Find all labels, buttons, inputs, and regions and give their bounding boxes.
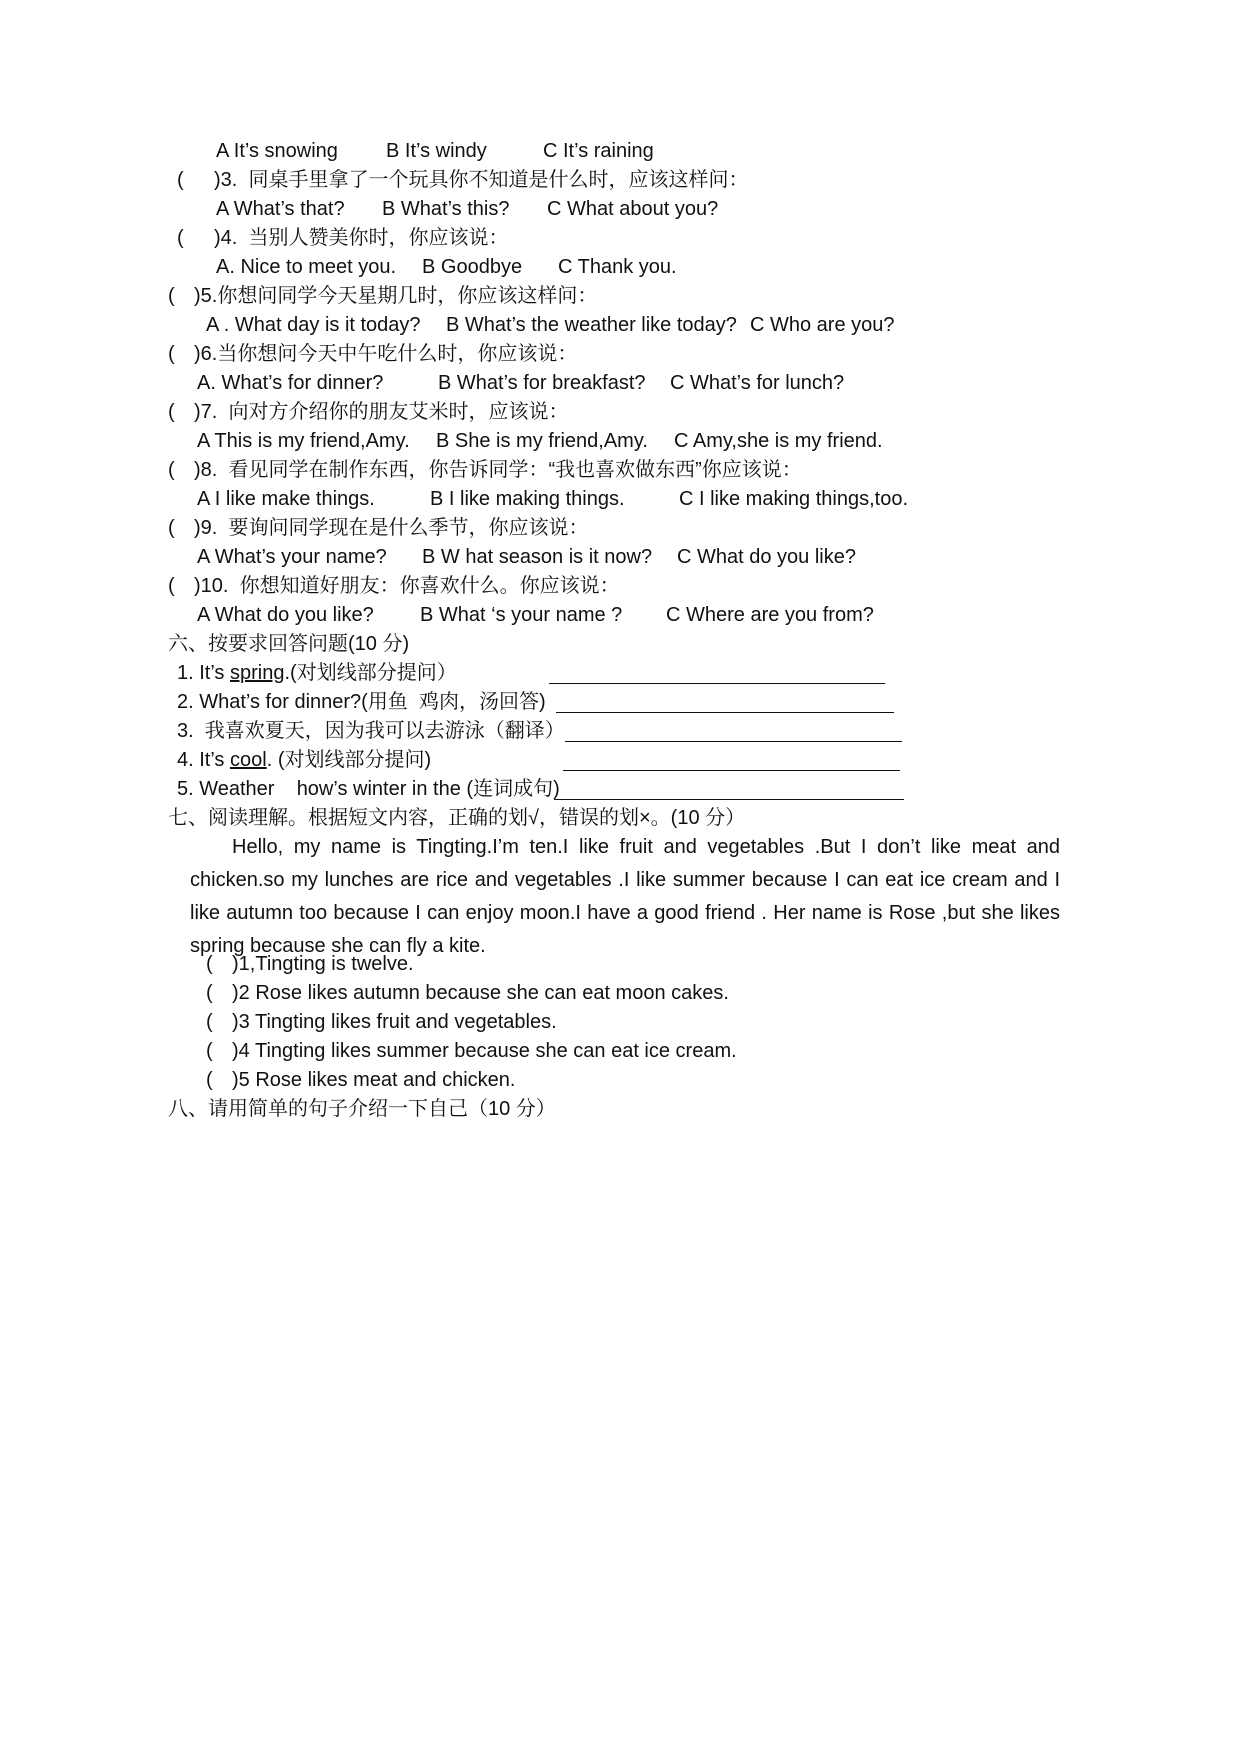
s6-q1-underlined-word: spring	[230, 662, 285, 684]
q8-answer-paren[interactable]: (	[168, 459, 175, 481]
q4-option-c: C Thank you.	[558, 256, 677, 278]
s6-q4-underlined-word: cool	[230, 749, 267, 771]
q10-answer-paren[interactable]: (	[168, 575, 175, 597]
q8-option-c: C I like making things,too.	[679, 488, 908, 510]
s7-item2-paren[interactable]: (	[206, 982, 213, 1004]
q5-option-a: A . What day is it today?	[206, 314, 421, 336]
s6-q3-answer-line[interactable]	[565, 741, 902, 742]
q2-option-a: A It’s snowing	[216, 140, 338, 162]
s7-item3-text: )3 Tingting likes fruit and vegetables.	[232, 1011, 557, 1033]
q6-option-b: B What’s for breakfast?	[438, 372, 646, 394]
q4-option-b: B Goodbye	[422, 256, 523, 278]
q8-stem: )8. 看见同学在制作东西，你告诉同学：“我也喜欢做东西”你应该说：	[194, 459, 802, 481]
q4-answer-paren[interactable]: (	[177, 227, 184, 249]
q9-option-c: C What do you like?	[677, 546, 856, 568]
q5-answer-paren[interactable]: (	[168, 285, 175, 307]
s7-item2-text: )2 Rose likes autumn because she can eat moon cakes.	[232, 982, 729, 1004]
reading-passage	[190, 831, 1060, 963]
s7-item5-text: )5 Rose likes meat and chicken.	[232, 1069, 516, 1091]
q6-option-a: A. What’s for dinner?	[197, 372, 384, 394]
q9-option-b: B W hat season is it now?	[422, 546, 653, 568]
s6-q3: 3. 我喜欢夏天，因为我可以去游泳（翻译）	[177, 720, 565, 742]
s6-q5-answer-line[interactable]	[554, 799, 904, 800]
q7-answer-paren[interactable]: (	[168, 401, 175, 423]
q7-option-b: B She is my friend,Amy.	[436, 430, 648, 452]
section6-heading: 六、按要求回答问题(10 分)	[168, 633, 410, 655]
s7-item4-text: )4 Tingting likes summer because she can eat ice cream.	[232, 1040, 737, 1062]
q3-answer-paren[interactable]: (	[177, 169, 184, 191]
s6-q1-answer-line[interactable]	[549, 683, 885, 684]
q6-stem: )6.当你想问今天中午吃什么时，你应该说：	[194, 343, 578, 365]
q4-option-a: A. Nice to meet you.	[216, 256, 397, 278]
q3-option-c: C What about you?	[547, 198, 719, 220]
q2-option-c: C It’s raining	[543, 140, 654, 162]
q5-stem: )5.你想问同学今天星期几时，你应该这样问：	[194, 285, 598, 307]
q10-option-b: B What ‘s your name ?	[420, 604, 623, 626]
s6-q4-instruction: . (对划线部分提问)	[266, 749, 432, 771]
q10-stem: )10. 你想知道好朋友：你喜欢什么。你应该说：	[194, 575, 620, 597]
q3-option-b: B What’s this?	[382, 198, 510, 220]
s6-q1-instruction: .(对划线部分提问）	[284, 662, 457, 684]
s6-q4-answer-line[interactable]	[563, 770, 900, 771]
q3-option-a: A What’s that?	[216, 198, 345, 220]
s6-q2-answer-line[interactable]	[556, 712, 894, 713]
q10-option-a: A What do you like?	[197, 604, 374, 626]
q9-option-a: A What’s your name?	[197, 546, 387, 568]
s6-q1	[177, 660, 457, 686]
s6-q1-prefix: 1. It’s	[177, 662, 230, 684]
q5-option-b: B What’s the weather like today?	[446, 314, 737, 336]
s6-q4	[177, 747, 431, 773]
q7-stem: )7. 向对方介绍你的朋友艾米时，应该说：	[194, 401, 569, 423]
section8-heading: 八、请用简单的句子介绍一下自己（10 分）	[168, 1098, 556, 1120]
q6-option-c: C What’s for lunch?	[670, 372, 845, 394]
q6-answer-paren[interactable]: (	[168, 343, 175, 365]
q9-answer-paren[interactable]: (	[168, 517, 175, 539]
s7-item3-paren[interactable]: (	[206, 1011, 213, 1033]
s7-item5-paren[interactable]: (	[206, 1069, 213, 1091]
q5-option-c: C Who are you?	[750, 314, 895, 336]
q2-option-b: B It’s windy	[386, 140, 487, 162]
s6-q5: 5. Weather how’s winter in the (连词成句)	[177, 778, 560, 800]
q4-stem: )4. 当别人赞美你时，你应该说：	[214, 227, 509, 249]
s7-item1-text: )1,Tingting is twelve.	[232, 953, 414, 975]
q3-stem: )3. 同桌手里拿了一个玩具你不知道是什么时，应该这样问：	[214, 169, 749, 191]
s6-q4-prefix: 4. It’s	[177, 749, 230, 771]
q7-option-a: A This is my friend,Amy.	[197, 430, 410, 452]
q8-option-b: B I like making things.	[430, 488, 625, 510]
s6-q2: 2. What’s for dinner?(用鱼 鸡肉，汤回答)	[177, 691, 546, 713]
s7-item4-paren[interactable]: (	[206, 1040, 213, 1062]
q7-option-c: C Amy,she is my friend.	[674, 430, 883, 452]
section7-heading: 七、阅读理解。根据短文内容，正确的划√，错误的划×。(10 分）	[168, 807, 746, 829]
q8-option-a: A I like make things.	[197, 488, 375, 510]
reading-passage-text: Hello, my name is Tingting.I’m ten.I like fruit and vegetables .But I don’t like meat and chicken.so my lunches are rice and vegetables .I like summer because I can eat ice cream and I like autumn too because I can enjoy moon.I have a good friend . Her name is Rose ,but she likes spring because she can fly a kite.	[190, 836, 1060, 957]
s7-item1-paren[interactable]: (	[206, 953, 213, 975]
q10-option-c: C Where are you from?	[666, 604, 874, 626]
q9-stem: )9. 要询问同学现在是什么季节，你应该说：	[194, 517, 589, 539]
